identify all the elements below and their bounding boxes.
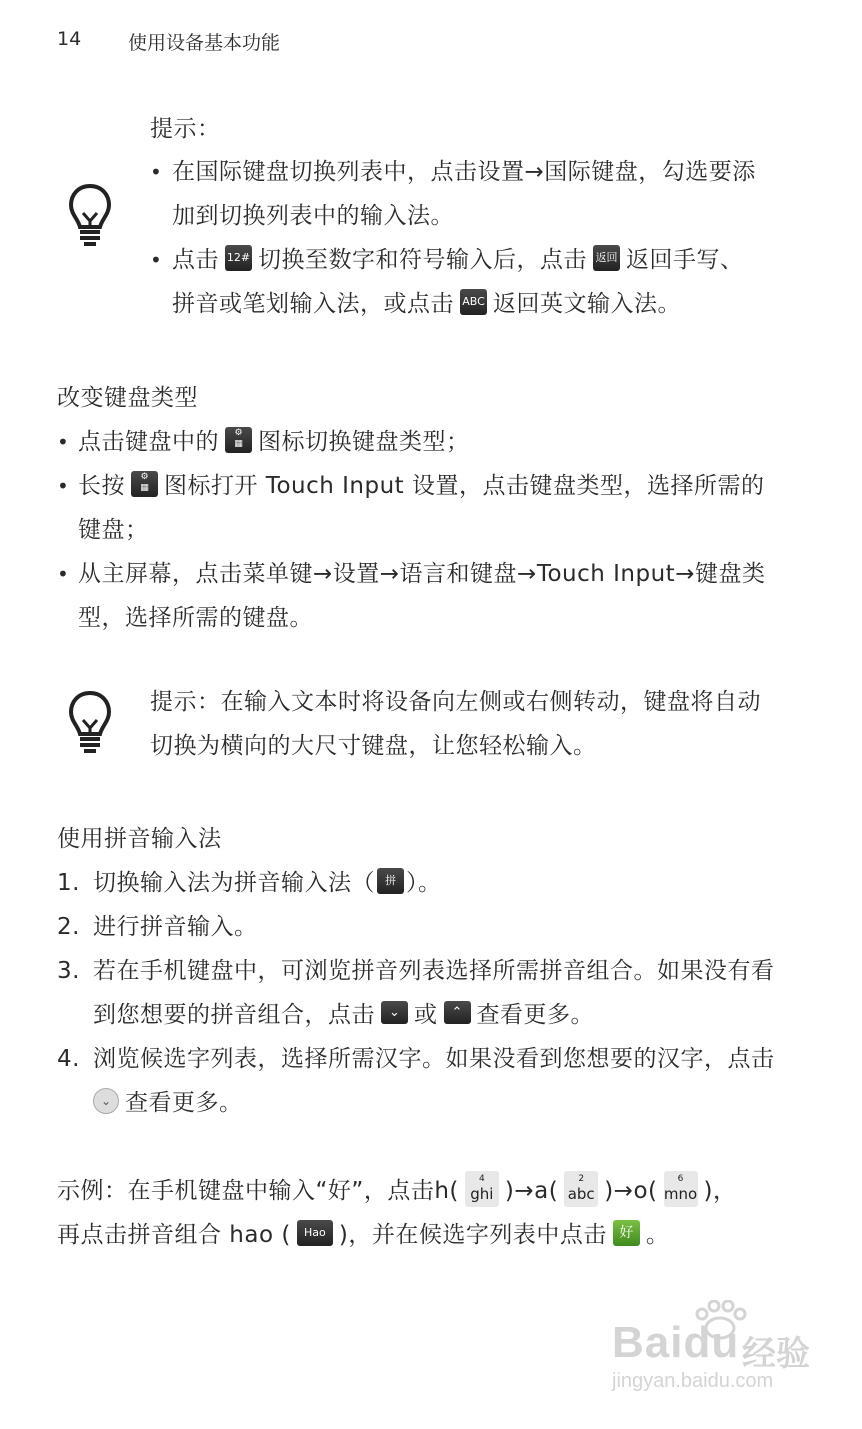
lightbulb-icon (68, 183, 112, 247)
step-number: 1. (57, 870, 80, 896)
text: 查看更多。 (125, 1090, 243, 1116)
watermark-url: jingyan.baidu.com (612, 1370, 774, 1392)
text: 图标打开 Touch Input 设置，点击键盘类型，选择所需的 (164, 473, 765, 499)
text: 切换至数字和符号输入后，点击 (258, 247, 587, 273)
chapter-title: 使用设备基本功能 (128, 32, 281, 54)
step4-line1: 浏览候选字列表，选择所需汉字。如果没看到您想要的汉字，点击 (93, 1046, 775, 1072)
tip1-bullet1-line1: 在国际键盘切换列表中，点击设置→国际键盘，勾选要添 (172, 159, 756, 185)
text: )， (703, 1178, 737, 1204)
kbd-bullet3-line2: 型，选择所需的键盘。 (78, 605, 313, 631)
text: 示例：在手机键盘中输入“好”，点击h( (57, 1178, 459, 1204)
step4-line2 (93, 1081, 243, 1125)
tip1-bullet2-line1 (172, 238, 744, 282)
step3-line1: 若在手机键盘中，可浏览拼音列表选择所需拼音组合。如果没有看 (93, 958, 775, 984)
numbers-symbols-icon: 12# (225, 245, 252, 271)
section-heading-keyboard-type: 改变键盘类型 (57, 385, 198, 411)
kbd-bullet2-line1 (78, 464, 765, 508)
key-number: 4 (479, 1173, 485, 1184)
tip1-title: 提示： (150, 116, 221, 142)
return-icon: 返回 (593, 245, 620, 271)
step-number: 3. (57, 958, 80, 984)
bullet: • (57, 430, 69, 454)
example-line2 (57, 1213, 669, 1257)
step-number: 4. (57, 1046, 80, 1072)
step1 (93, 861, 442, 905)
step-number: 2. (57, 914, 80, 940)
text: 切换输入法为拼音输入法（ (93, 870, 375, 896)
text: 到您想要的拼音组合，点击 (93, 1002, 375, 1028)
candidate-char-icon: 好 (613, 1220, 640, 1246)
watermark-cn: 经验 (742, 1334, 810, 1374)
key-letters: mno (663, 1184, 698, 1203)
text: 点击 (172, 247, 219, 273)
example-line1 (57, 1169, 736, 1213)
chevron-up-icon: ⌃ (444, 1001, 471, 1024)
watermark-text: du (683, 1318, 740, 1367)
key-letters: abc (567, 1184, 595, 1203)
kbd-bullet2-line2: 键盘； (78, 517, 149, 543)
text: 长按 (78, 473, 125, 499)
tip1-bullet2-line2 (172, 282, 681, 326)
expand-circle-icon: ⌄ (93, 1088, 119, 1114)
key-mno (664, 1171, 698, 1207)
key-abc (564, 1171, 598, 1207)
text: )→o( (604, 1178, 658, 1204)
text: 图标切换键盘类型； (258, 429, 470, 455)
abc-icon: ABC (460, 289, 487, 315)
section-heading-pinyin: 使用拼音输入法 (57, 826, 222, 852)
text: 返回手写、 (626, 247, 744, 273)
key-number: 2 (578, 1173, 585, 1184)
keyboard-settings-icon: ⚙ ▦ (225, 427, 252, 453)
kbd-bullet3-line1: 从主屏幕，点击菜单键→设置→语言和键盘→Touch Input→键盘类 (78, 561, 766, 587)
tip1-bullet1-line2: 加到切换列表中的输入法。 (172, 203, 454, 229)
bullet: • (57, 562, 69, 586)
text: 。 (645, 1222, 670, 1248)
bullet: • (150, 160, 162, 184)
watermark-brand (612, 1318, 739, 1368)
key-number: 6 (677, 1173, 684, 1184)
text: 再点击拼音组合 hao ( (57, 1222, 291, 1248)
bullet: • (150, 248, 162, 272)
hao-combination-icon: Hao (297, 1220, 333, 1246)
keyboard-settings-icon: ⚙ ▦ (131, 471, 158, 497)
text: 拼音或笔划输入法，或点击 (172, 291, 454, 317)
pinyin-icon: 拼 (377, 868, 404, 894)
text: 返回英文输入法。 (493, 291, 681, 317)
kbd-bullet1 (78, 420, 470, 464)
text: 或 (414, 1002, 438, 1028)
tip2-line1: 提示：在输入文本时将设备向左侧或右侧转动，键盘将自动 (150, 689, 761, 715)
key-letters: ghi (470, 1184, 494, 1203)
text: 点击键盘中的 (78, 429, 219, 455)
tip2-line2: 切换为横向的大尺寸键盘，让您轻松输入。 (150, 733, 597, 759)
text: ）。 (406, 870, 442, 896)
step2: 进行拼音输入。 (93, 914, 258, 940)
text: 查看更多。 (476, 1002, 594, 1028)
text: )→a( (504, 1178, 559, 1204)
bullet: • (57, 474, 69, 498)
lightbulb-icon (68, 690, 112, 754)
page-number: 14 (57, 28, 82, 50)
watermark-text: Bai (612, 1318, 684, 1367)
text: )，并在候选字列表中点击 (338, 1222, 607, 1248)
key-ghi (465, 1171, 499, 1207)
chevron-down-icon: ⌄ (381, 1001, 408, 1024)
step3-line2 (93, 993, 594, 1037)
